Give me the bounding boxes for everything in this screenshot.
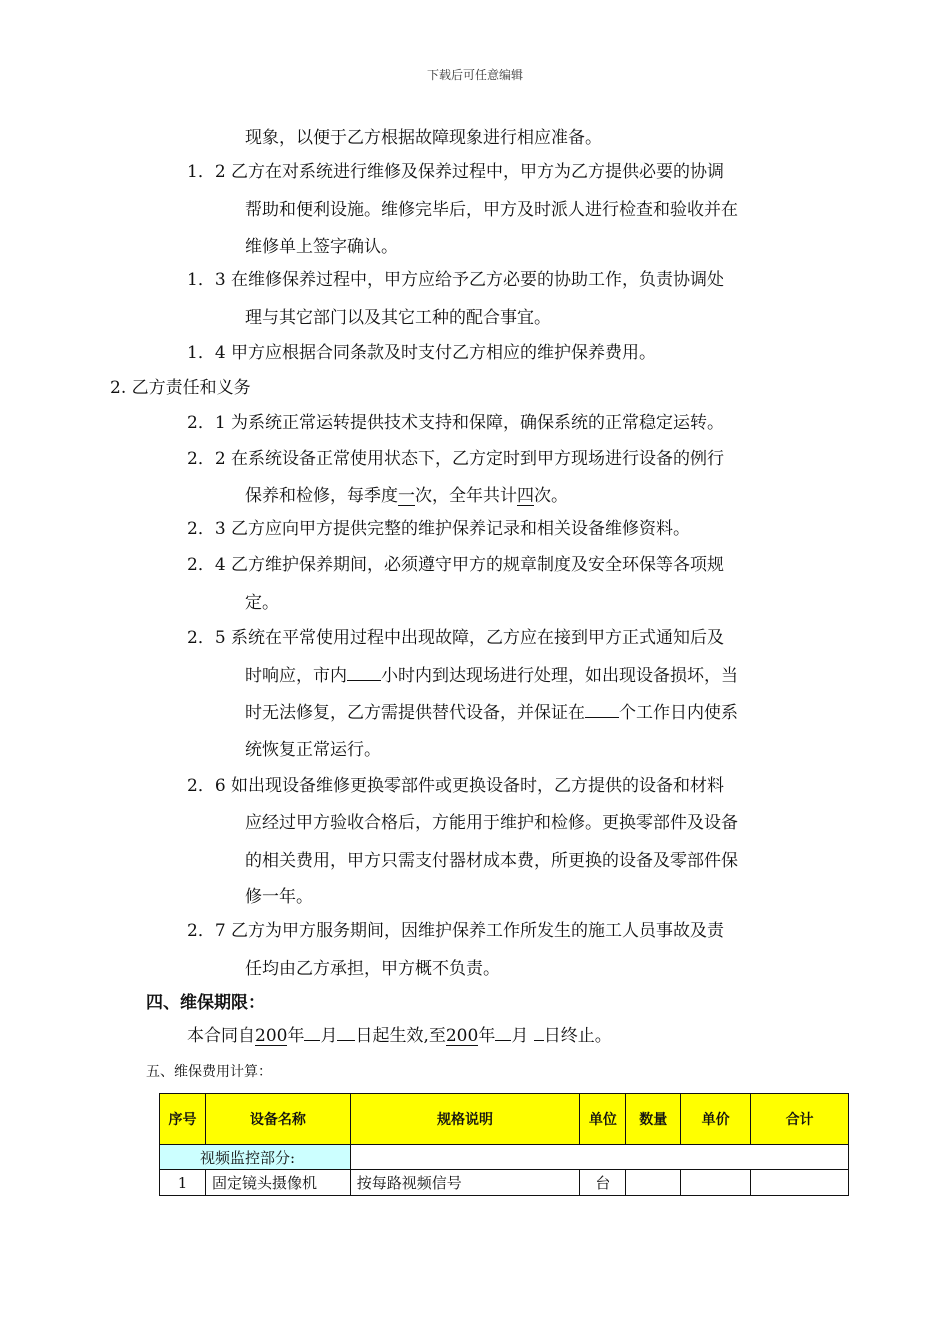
header-name: 设备名称 bbox=[205, 1094, 350, 1145]
text-segment: 次，全年共计 bbox=[415, 486, 517, 506]
text-segment: 保养和检修，每季度 bbox=[245, 486, 398, 506]
table-row bbox=[160, 1170, 849, 1196]
paragraph-line bbox=[245, 701, 738, 725]
paragraph-line: 帮助和便利设施。维修完毕后，甲方及时派人进行检查和验收并在 bbox=[245, 200, 738, 220]
text-segment: 日起生效,至 bbox=[355, 1026, 446, 1046]
month-blank bbox=[495, 1040, 511, 1041]
paragraph-line: 统恢复正常运行。 bbox=[245, 740, 381, 760]
paragraph-line: 修一年。 bbox=[245, 887, 313, 907]
clause-1-3: 1．3 在维修保养过程中，甲方应给予乙方必要的协助工作，负责协调处 bbox=[187, 270, 725, 290]
cell-unit: 台 bbox=[580, 1170, 626, 1196]
text-segment: 月 bbox=[511, 1026, 534, 1046]
day-blank bbox=[534, 1040, 544, 1041]
section-5-title: 五、维保费用计算： bbox=[146, 1064, 272, 1080]
paragraph-line: 理与其它部门以及其它工种的配合事宜。 bbox=[245, 308, 551, 328]
paragraph-line bbox=[245, 664, 738, 688]
page-header: 下载后可任意编辑 bbox=[426, 68, 523, 82]
paragraph-line: 应经过甲方验收合格后，方能用于维护和检修。更换零部件及设备 bbox=[245, 813, 738, 833]
clause-1-4: 1．4 甲方应根据合同条款及时支付乙方相应的维护保养费用。 bbox=[187, 343, 657, 363]
header-unit: 单位 bbox=[580, 1094, 626, 1145]
cell-no: 1 bbox=[160, 1170, 206, 1196]
year-blank: 200 bbox=[255, 1026, 288, 1046]
filled-blank: 四 bbox=[517, 486, 534, 506]
cell-total bbox=[751, 1170, 849, 1196]
section-empty bbox=[350, 1145, 848, 1170]
cell-qty bbox=[626, 1170, 681, 1196]
contract-period-line bbox=[187, 1024, 612, 1048]
day-blank bbox=[337, 1040, 355, 1041]
text-segment: 年 bbox=[287, 1026, 305, 1046]
header-price: 单价 bbox=[681, 1094, 751, 1145]
text-segment: 时响应，市内 bbox=[245, 666, 347, 686]
section-label: 视频监控部分: bbox=[160, 1145, 351, 1170]
cell-name: 固定镜头摄像机 bbox=[205, 1170, 350, 1196]
cell-spec: 按每路视频信号 bbox=[350, 1170, 580, 1196]
filled-blank: 一 bbox=[398, 486, 415, 506]
table-section-row bbox=[160, 1145, 849, 1170]
text-segment: 本合同自 bbox=[187, 1026, 255, 1046]
month-blank bbox=[304, 1040, 320, 1041]
text-segment: 次。 bbox=[534, 486, 568, 506]
clause-2-3: 2．3 乙方应向甲方提供完整的维护保养记录和相关设备维修资料。 bbox=[187, 519, 691, 539]
empty-blank bbox=[347, 680, 381, 681]
table-header-row bbox=[160, 1094, 849, 1145]
text-segment: 月 bbox=[320, 1026, 338, 1046]
section-4-title: 四、维保期限： bbox=[146, 993, 265, 1013]
section-2-title: 2. 乙方责任和义务 bbox=[110, 378, 251, 398]
clause-2-5: 2．5 系统在平常使用过程中出现故障，乙方应在接到甲方正式通知后及 bbox=[187, 628, 725, 648]
paragraph-line bbox=[245, 484, 568, 508]
clause-2-2: 2．2 在系统设备正常使用状态下，乙方定时到甲方现场进行设备的例行 bbox=[187, 449, 725, 469]
clause-2-4: 2．4 乙方维护保养期间，必须遵守甲方的规章制度及安全环保等各项规 bbox=[187, 555, 725, 575]
text-segment: 日终止。 bbox=[543, 1026, 612, 1046]
paragraph-line: 现象，以便于乙方根据故障现象进行相应准备。 bbox=[245, 128, 602, 148]
paragraph-line: 的相关费用，甲方只需支付器材成本费，所更换的设备及零部件保 bbox=[245, 851, 738, 871]
fee-table bbox=[159, 1093, 849, 1196]
header-spec: 规格说明 bbox=[350, 1094, 580, 1145]
header-total: 合计 bbox=[751, 1094, 849, 1145]
clause-2-6: 2．6 如出现设备维修更换零部件或更换设备时，乙方提供的设备和材料 bbox=[187, 776, 725, 796]
empty-blank bbox=[585, 717, 619, 718]
clause-2-7: 2．7 乙方为甲方服务期间，因维护保养工作所发生的施工人员事故及责 bbox=[187, 921, 725, 941]
text-segment: 个工作日内使系 bbox=[619, 703, 738, 723]
header-no: 序号 bbox=[160, 1094, 206, 1145]
cell-price bbox=[681, 1170, 751, 1196]
year-blank: 200 bbox=[445, 1026, 479, 1046]
clause-1-2: 1．2 乙方在对系统进行维修及保养过程中，甲方为乙方提供必要的协调 bbox=[187, 162, 725, 182]
text-segment: 小时内到达现场进行处理，如出现设备损坏，当 bbox=[381, 666, 738, 686]
paragraph-line: 任均由乙方承担，甲方概不负责。 bbox=[245, 959, 500, 979]
text-segment: 年 bbox=[478, 1026, 496, 1046]
text-segment: 时无法修复，乙方需提供替代设备，并保证在 bbox=[245, 703, 585, 723]
paragraph-line: 定。 bbox=[245, 593, 279, 613]
header-qty: 数量 bbox=[626, 1094, 681, 1145]
paragraph-line: 维修单上签字确认。 bbox=[245, 237, 398, 257]
clause-2-1: 2．1 为系统正常运转提供技术支持和保障，确保系统的正常稳定运转。 bbox=[187, 413, 725, 433]
